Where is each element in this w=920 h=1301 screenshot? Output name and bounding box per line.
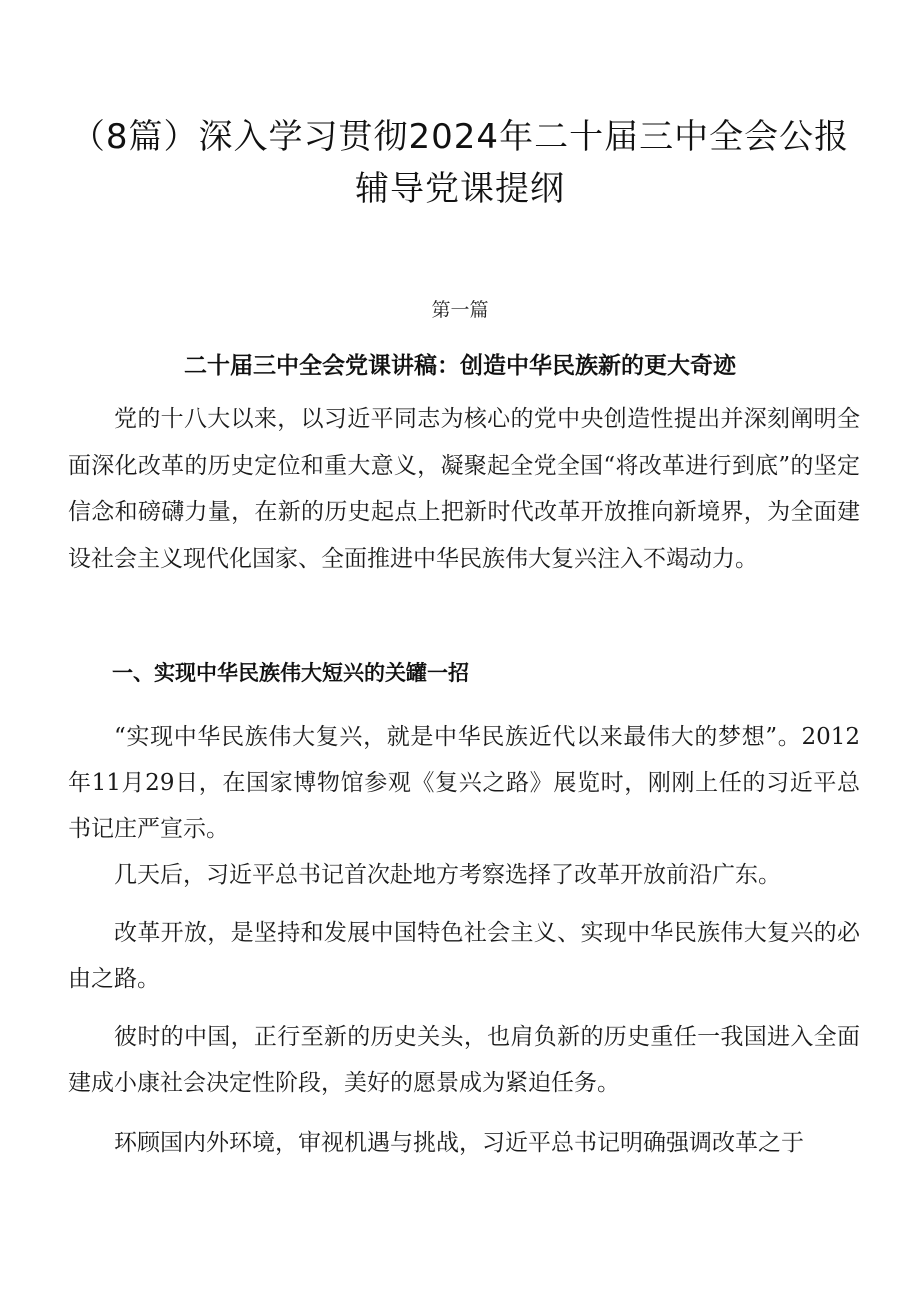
paragraph-reform-path: 改革开放，是坚持和发展中国特色社会主义、实现中华民族伟大复兴的必由之路。 bbox=[68, 920, 860, 992]
article-subtitle: 二十届三中全会党课讲稿：创造中华民族新的更大奇迹 bbox=[184, 353, 736, 379]
document-title-line-1: （8篇）深入学习贯彻2024年二十届三中全会公报 bbox=[70, 117, 850, 157]
paragraph-environment: 环顾国内外环境，审视机遇与挑战，习近平总书记明确强调改革之于 bbox=[114, 1130, 804, 1156]
paragraph-guangdong: 几天后，习近平总书记首次赴地方考察选择了改革开放前沿广东。 bbox=[114, 862, 781, 888]
paragraph-quote: “实现中华民族伟大复兴，就是中华民族近代以来最伟大的梦想”。2012年11月29日，在国家博物馆参观《复兴之路》展览时，刚刚上任的习近平总书记庄严宣示。 bbox=[68, 724, 860, 842]
paragraph-historic-moment: 彼时的中国，正行至新的历史关头，也肩负新的历史重任一我国进入全面建成小康社会决定性阶段，美好的愿景成为紧迫任务。 bbox=[68, 1024, 860, 1096]
section-heading: 一、实现中华民族伟大短兴的关罐一招 bbox=[112, 661, 469, 685]
document-title-line-2: 辅导党课提纲 bbox=[355, 169, 565, 209]
part-label: 第一篇 bbox=[431, 299, 489, 321]
paragraph-intro: 党的十八大以来，以习近平同志为核心的党中央创造性提出并深刻阐明全面深化改革的历史定位和重大意义，凝聚起全党全国“将改革进行到底”的坚定信念和磅礴力量，在新的历史起点上把新时代改革开放推向新境界，为全面建设社会主义现代化国家、全面推进中华民族伟大复兴注入不竭动力。 bbox=[68, 406, 860, 572]
